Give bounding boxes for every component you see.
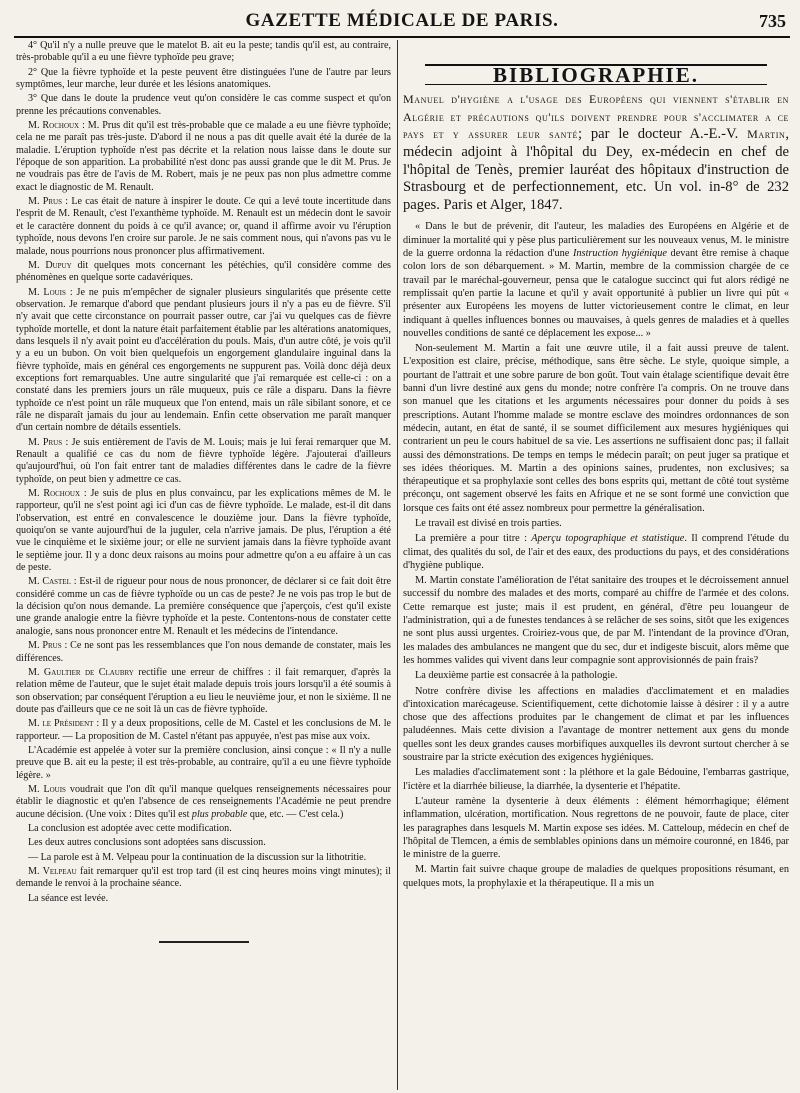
- paragraph-text: 2° Que la fièvre typhoïde et la peste peuvent être distinguées l'une de l'autre par leurs symptômes, leur marche, leur durée et les lésions anatomiques.: [16, 66, 391, 91]
- speaker-name: M. Velpeau: [28, 866, 77, 877]
- paragraph-text: : Je ne puis m'empêcher de signaler plusieurs singularités que présente cette observation. Je remarque d'abord que pendant plusieurs jours il n'y a pas eu de fièvre. S'il n'y avait que cette circonstance on pourrait passer outre, car j'ai vu quelques cas de fièvre typhoïde mortelle, et dont la nature était parfaitement établie par les altérations anatomiques, dans lesquels il n'y avait point eu d'accélération du pouls. Mais, d'un autre côté, je vois qu'il y a eu un bubon. On voit bien quelquefois un engorgement glandulaire inguinal dans la fièvre typhoïde, mais en général ces engorgements ne suppurent pas. Voilà donc déjà deux exceptions fort remarquables. Une autre singularité que j'ai remarquée est celle-ci : on a constaté dans les premiers jours un râle muqueux, puis ce râle a disparu. Dans la fièvre typhoïde ce n'est point un râle muqueux que l'on entend, mais un râle sibilant sonore, et ce râle ne disparaît jamais du jour au lendemain. Enfin cette observation me paraît manquer d'un certain nombre de détails essentiels.: [16, 286, 391, 434]
- book-title-entry: [403, 91, 789, 214]
- paragraph: [16, 287, 391, 435]
- paragraph-text: 3° Que dans le doute la prudence veut qu'on considère le cas comme suspect et qu'on prenne les précautions convenables.: [16, 93, 391, 117]
- paragraph: [403, 517, 789, 530]
- paragraph: [403, 342, 789, 515]
- paragraph: [16, 893, 391, 905]
- paragraph: [16, 576, 391, 638]
- paragraph: [16, 196, 391, 258]
- speaker-name: M. Prus: [28, 436, 63, 448]
- paragraph-text: 4° Qu'il n'y a nulle preuve que le matelot B. ait eu la peste; tandis qu'il est, au contraire, très-probable qu'il a eu une fièvre typhoïde peu grave;: [16, 40, 391, 64]
- paragraph-text: — La parole est à M. Velpeau pour la continuation de la discussion sur la lithotritie.: [28, 851, 367, 863]
- paragraph: [16, 667, 391, 716]
- speaker-name: M. Rochoux: [28, 120, 80, 132]
- italic-phrase: Instruction hygiénique: [572, 248, 667, 260]
- paragraph: [16, 837, 391, 849]
- paragraph: [16, 120, 391, 194]
- book-author-prefix: ; par le docteur A.-E.-V.: [577, 126, 748, 143]
- review-body: [403, 220, 789, 890]
- paragraph: [16, 784, 391, 821]
- paragraph-text: La conclusion est adoptée avec cette modification.: [28, 822, 232, 834]
- paragraph: [403, 574, 789, 667]
- paragraph-text: rectifie une erreur de chiffres : il fait remarquer, d'après la relation même de l'auteur, que le sujet était malade depuis trois jours lorsqu'il a été soumis à son observation; par conséquent l'éruption a eu lieu le neuvième jour, et non le sixième. Il ne doute pas d'ailleurs que ce ne soit là un cas de fièvre typhoïde.: [16, 666, 391, 715]
- paragraph: [403, 795, 789, 861]
- page-number: 735: [759, 11, 786, 31]
- book-title: Manuel d'hygiène a l'usage des Européens qui viennent s'établir en Algérie et précautions qu'ils doivent prendre pour s'acclimater a ce pays et y assurer leur santé: [403, 92, 789, 142]
- speaker-name: M. Dupuy: [28, 259, 72, 271]
- column-divider: [397, 40, 398, 1090]
- paragraph-text: fait remarquer qu'il est trop tard (il est cinq heures moins vingt minutes); il demande le renvoi à la prochaine séance.: [16, 866, 391, 890]
- speaker-name: M. Rochoux: [28, 488, 81, 500]
- paragraph-text-tail: que, etc. — C'est cela.): [247, 808, 344, 820]
- italic-phrase: Aperçu topographique et statistique: [531, 533, 685, 545]
- paragraph: [403, 766, 789, 793]
- speaker-name: M. Prus: [28, 640, 62, 652]
- paragraph-text: voudrait que l'on dît qu'il manque quelques renseignements nécessaires pour établir le diagnostic et qu'en l'absence de ces renseignements l'Académie ne peut prendre aucune décision. (Une voix : Dites qu'il est: [16, 783, 391, 820]
- paragraph: [16, 437, 391, 486]
- speaker-name: M. le Président: [28, 718, 94, 730]
- paragraph: [16, 93, 391, 118]
- paragraph: [16, 718, 391, 743]
- paragraph-text: : Je suis entièrement de l'avis de M. Louis; mais je lui ferai remarquer que M. Renault a qualifié ce cas du nom de fièvre typhoïde légère. J'ajouterai d'ailleurs qu'aujourd'hui, où l'on fait entrer tant de maladies différentes dans le cadre de la fièvre typhoïde, on peut bien y admettre ce cas.: [16, 436, 391, 485]
- paragraph-text: Le travail est divisé en trois parties.: [415, 517, 562, 529]
- paragraph-text-tail: . Il comprend l'étude du climat, des qualités du sol, de l'air et des eaux, des productions du pays, et des considérations d'hygiène publique.: [403, 533, 789, 571]
- end-rule: [159, 941, 249, 943]
- paragraph-text: « Dans le but de prévenir, dit l'auteur, les maladies des Européens en Algérie et de diminuer la mortalité qui y pèse plus particulièrement sur les nouveaux venus, M. le ministre de la guerre ordonna la rédaction d'une: [403, 221, 789, 260]
- italic-phrase: plus probable: [191, 808, 248, 820]
- paragraph-text: M. Martin fait suivre chaque groupe de maladies de quelques propositions résumant, en quelques mots, la prophylaxie et la thérapeutique. Il a mis un: [403, 864, 789, 889]
- paragraph: [403, 685, 789, 765]
- paragraph-text: : Est-il de rigueur pour nous de nous prononcer, de déclarer si ce fait doit être considéré comme un cas de fièvre typhoïde ou un cas de peste? Je ne vois pas trop le but de la décision qu'on nous demande. La première conséquence que j'aperçois, c'est qu'il existe une grande analogie entre la fièvre typhoïde et la peste. Contentons-nous de constater cette analogie, sans nous prononcer entre M. Renault et les médecins de l'intendance.: [16, 576, 391, 637]
- paragraph: [403, 532, 789, 572]
- paragraph: [16, 852, 391, 864]
- right-column-bibliography: [403, 40, 789, 892]
- paragraph-text: L'auteur ramène la dysenterie à deux éléments : élément hémorrhagique; élément inflammation, ulcération, mortification. Nous regrettons de ne pouvoir, faute de place, citer les paragraphes dans lesquels M. Martin expose ses idées. M. Catteloup, médecin en chef de l'hôpital de Tlemcen, a émis de semblables opinions dans un mémoire couronné, en 1846, par le ministre de la guerre.: [403, 795, 789, 861]
- paragraph-text: dit quelques mots concernant les pétéchies, qu'il considère comme des phénomènes en quelque sorte cadavériques.: [16, 259, 391, 284]
- book-author: Martin: [747, 127, 786, 142]
- journal-title: GAZETTE MÉDICALE DE PARIS.: [245, 10, 559, 31]
- paragraph: [16, 866, 391, 891]
- page-header: [14, 10, 790, 38]
- paragraph-text: : Je suis de plus en plus convaincu, par les explications mêmes de M. le rapporteur, qu'il ne s'est point agi ici d'un cas de fièvre typhoïde. Le malade, est-il dit dans l'observation, est entré en convalescence le douzième jour. Dans la fièvre typhoïde, quoiqu'on se vante aujourd'hui de la juguler, cela n'arrive jamais. De plus, l'éruption a été vue le cinquième et le sixième jour; or elle ne survient jamais dans la fièvre typhoïde avant le septième jour. Il y a donc deux raisons au moins pour admettre qu'on a eu affaire à un cas de peste.: [16, 488, 391, 574]
- book-details: , médecin adjoint à l'hôpital du Dey, ex-médecin en chef de l'hôpital de Tenès, premier lauréat des hôpitaux d'instruction de Strasbourg et de perfectionnement, etc. Un vol. in-8° de 232 pages. Paris et Alger, 1847.: [403, 126, 789, 213]
- paragraph-text: M. Martin constate l'amélioration de l'état sanitaire des troupes et le décroissement annuel successif du nombre des malades et des morts, comparé au chiffre de l'armée et des colons. Cette remarque est juste; mais il est prudent, en général, d'être peu louangeur de l'administration, qui a de funestes tendances à se relâcher de ses soins, sitôt que les exigences ne sont plus aussi urgentes. Croiriez-vous que, de par M. l'intendant de la province d'Oran, les malades des ambulances ne mangent que du sec, dur et indigeste biscuit, alors même que les hommes valides qui vivent dans leur compagnie sont approvisionnés de pain frais?: [403, 575, 789, 666]
- speaker-name: M. Louis: [28, 286, 66, 298]
- paragraph: [16, 488, 391, 574]
- left-column-proceedings: [16, 40, 391, 943]
- paragraph: [403, 863, 789, 890]
- paragraph-text: Les deux autres conclusions sont adoptées sans discussion.: [28, 837, 266, 849]
- speaker-name: M. Castel: [28, 576, 71, 588]
- paragraph-text-tail: devant être remise à chaque colon lors de son débarquement. » M. Martin, membre de la commission chargée de ce travail par le maréchal-gouverneur, pensa que le catalogue succinct qui fut alors rédigé ne remplissait qu'en partie la lacune et qu'il y avait opportunité à publier un livre qui pût « présenter aux Européens les moyens de lutter victorieusement contre le climat, en leur indiquant à quelles influences bonnes ou mauvaises, à quels genres de maladies et à quelles nouvelles conditions de santé ce déplacement les expose... »: [403, 248, 789, 339]
- paragraph-text: : M. Prus dit qu'il est très-probable que ce malade a eu une fièvre typhoïde; cela ne me paraît pas très-juste. D'abord il ne nous a pas dit quelle avait été la durée de la maladie. L'éruption typhoïde n'est pas décrite et la relation nous laisse dans le doute sur l'époque de son apparition. La probabilité n'est donc pas aussi grande que le dit M. Prus. Je ne voudrais pas être de l'avis de M. Robert, mais je ne peux pas non plus admettre comme exact le diagnostic de M. Renault.: [16, 120, 391, 193]
- paragraph-text: Les maladies d'acclimatement sont : la pléthore et la gale Bédouine, l'embarras gastrique, l'ictère et la diarrhée bilieuse, la diarrhée, la dysenterie et l'hépatite.: [403, 767, 789, 792]
- paragraph: [403, 220, 789, 340]
- paragraph-text: : Il y a deux propositions, celle de M. Castel et les conclusions de M. le rapporteur. — La proposition de M. Castel n'étant pas appuyée, n'est pas mise aux voix.: [16, 718, 391, 742]
- paragraph: [16, 640, 391, 665]
- paragraph-text: La première a pour titre :: [415, 533, 532, 545]
- section-heading-bibliographie: BIBLIOGRAPHIE.: [425, 64, 767, 85]
- paragraph-text: La deuxième partie est consacrée à la pathologie.: [415, 670, 618, 682]
- paragraph: [16, 823, 391, 835]
- paragraph-text: L'Académie est appelée à voter sur la première conclusion, ainsi conçue : « Il n'y a nulle preuve que B. ait eu la peste; il est très-probable, au contraire, qu'il a eu une fièvre typhoïde légère. »: [16, 744, 391, 781]
- paragraph-text: Non-seulement M. Martin a fait une œuvre utile, il a fait aussi preuve de talent. L'exposition est claire, précise, méthodique, sans être sèche. Le style, quoique simple, a pourtant de l'attrait et une sobre parure de bon goût. Tout vain étalage scientifique devait être banni d'un livre destiné aux gens du monde; notre confrère l'a compris. On ne trouve dans son manuel que les citations et les arguments nécessaires pour donner du poids à ses prescriptions. Autant l'homme malade se montre esclave des moindres ordonnances de son médecin, autant, en état de santé, il se soumet difficilement aux mesures hygiéniques qui contrarient un peu le cours habituel de sa vie. Les assertions ne suffisaient donc pas; il fallait aussi des démonstrations. De temps en temps le médecin paraît; on peut juger sa pratique et ses idées théoriques. M. Martin a des opinions saines, prudentes, non exclusives; sa thérapeutique et sa prophylaxie sont celles des bons esprits qui, mettant de côté tout système préconçu, ont sagement observé les faits en Afrique et ne se sont formé une conviction que lorsque ces faits ont été assez nombreux pour permettre la généralisation.: [403, 343, 789, 514]
- paragraph-text: : Ce ne sont pas les ressemblances que l'on nous demande de constater, mais les différences.: [16, 640, 391, 664]
- paragraph: [16, 745, 391, 782]
- paragraph: [403, 669, 789, 682]
- paragraph: [16, 40, 391, 65]
- paragraph: [16, 260, 391, 285]
- paragraph-text: : Le cas était de nature à inspirer le doute. Ce qui a levé toute incertitude dans l'esprit de M. Renault, c'est l'exanthème typhoïde. M. Renault est un médecin dont le savoir et le caractère donnent du poids à ce qu'il avance; or, quand il affirme avoir vu l'éruption typhoïde, nous devons l'en croire sur parole. Je ne sais comment nous, qui n'avons pas vu le malade, nous pourrions nous prononcer plus affirmativement.: [16, 196, 391, 257]
- speaker-name: M. Prus: [28, 196, 63, 208]
- paragraph-text: La séance est levée.: [28, 892, 109, 904]
- speaker-name: M. Gaultier de Claubry: [28, 666, 134, 678]
- speaker-name: M. Louis: [28, 783, 66, 795]
- paragraph-text: Notre confrère divise les affections en maladies d'acclimatement et en maladies d'intoxication marécageuse. Scientifiquement, cette dichotomie laisse à désirer : il y a autre chose que des affections produites par le changement de climat et par les influences paludéennes. Mais cette division a l'avantage de montrer nettement aux gens du monde quelles sont les deux grandes causes morbifiques auxquelles ils devront surtout chercher à se soustraire par la stricte exécution des exigences hygiéniques.: [403, 685, 789, 764]
- paragraph: [16, 67, 391, 92]
